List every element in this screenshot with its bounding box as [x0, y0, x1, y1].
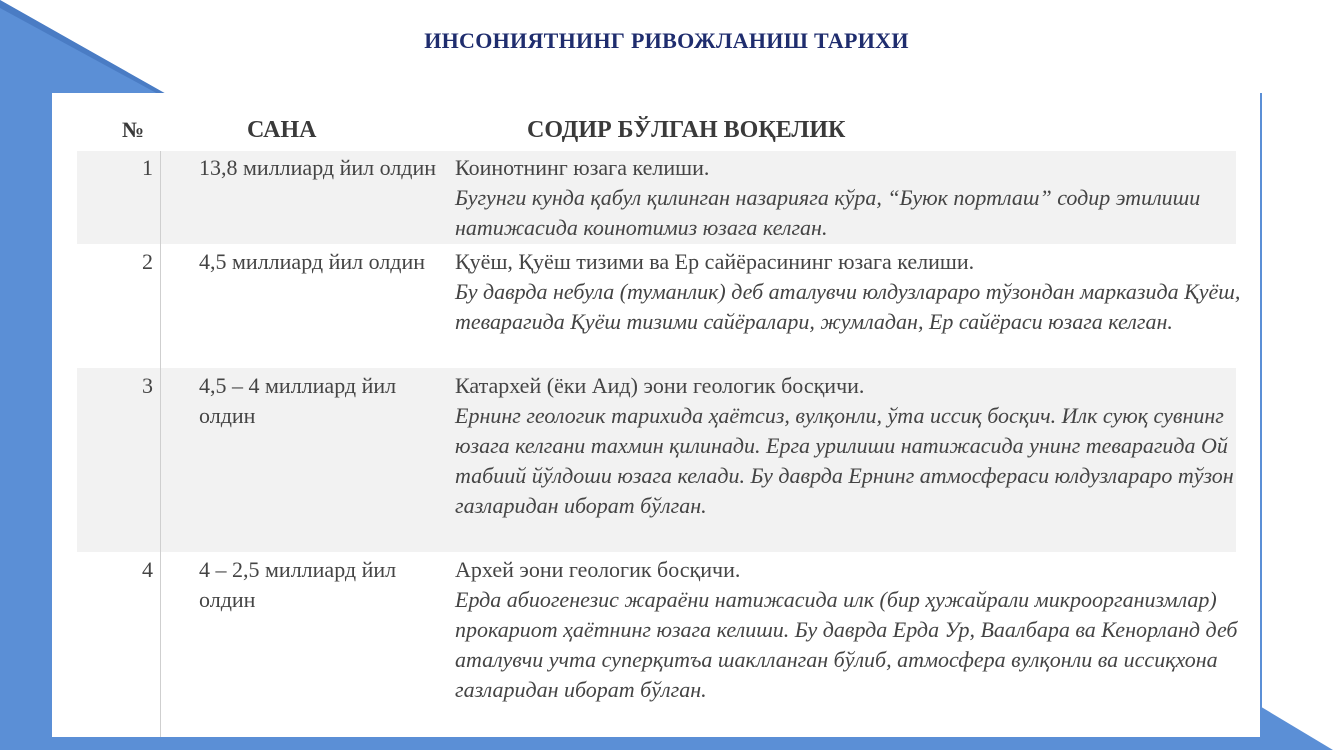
header-date: САНА	[247, 117, 317, 143]
row-number: 1	[142, 155, 153, 180]
event-title: Коинотнинг юзага келиши.	[455, 155, 710, 180]
event-description: Бугунги кунда қабул қилинган назарияга кўра, “Буюк портлаш” содир этилиши натижасида коинотимиз юзага келган.	[455, 185, 1201, 240]
column-divider	[160, 151, 161, 737]
table-row	[77, 244, 1241, 368]
row-date: 4,5 миллиард йил олдин	[199, 249, 426, 274]
row-number: 4	[142, 557, 153, 582]
row-event	[455, 371, 1245, 521]
header-number: №	[122, 117, 145, 142]
row-event	[455, 555, 1245, 705]
slide-title: ИНСОНИЯТНИНГ РИВОЖЛАНИШ ТАРИХИ	[424, 28, 909, 53]
row-number: 2	[142, 249, 153, 274]
table-row	[77, 151, 1236, 244]
event-description: Бу даврда небула (туманлик) деб аталувчи юлдузлараро тўзондан марказида Қуёш, теварагида Қуёш тизими сайёралари, жумладан, Ер сайёраси юзага келган.	[455, 279, 1241, 334]
row-event	[455, 153, 1245, 243]
table-row	[77, 368, 1236, 552]
row-number: 3	[142, 373, 153, 398]
event-title: Катархей (ёки Аид) эони геологик босқичи.	[455, 373, 865, 398]
header-event: СОДИР БЎЛГАН ВОҚЕЛИК	[527, 117, 846, 143]
table-panel	[52, 93, 1260, 737]
event-title: Архей эони геологик босқичи.	[455, 557, 741, 582]
row-date: 13,8 миллиард йил олдин	[199, 155, 437, 180]
row-event	[455, 247, 1245, 337]
row-date: 4 – 2,5 миллиард йил олдин	[199, 557, 397, 612]
table-row	[77, 552, 1236, 737]
row-date: 4,5 – 4 миллиард йил олдин	[199, 373, 397, 428]
corner-triangle-bottom-right	[1258, 705, 1333, 750]
event-title: Қуёш, Қуёш тизими ва Ер сайёрасининг юзага келиши.	[455, 249, 975, 274]
event-description: Ернинг геологик тарихида ҳаётсиз, вулқонли, ўта иссиқ босқич. Илк суюқ сувнинг юзага келгани тахмин қилинади. Ерга урилиши натижасида унинг теварагида Ой табиий йўлдоши юзага келади. Бу даврда Ернинг атмосфераси юлдузлараро тўзон газларидан иборат бўлган.	[455, 403, 1234, 518]
event-description: Ерда абиогенезис жараёни натижасида илк (бир ҳужайрали микроорганизмлар) прокариот ҳаётнинг юзага келиши. Бу даврда Ерда Ур, Ваалбара ва Кенорланд деб аталувчи учта суперқитъа шаклланган бўлиб, атмосфера вулқонли ва иссиқхона газларидан иборат бўлган.	[455, 587, 1238, 702]
